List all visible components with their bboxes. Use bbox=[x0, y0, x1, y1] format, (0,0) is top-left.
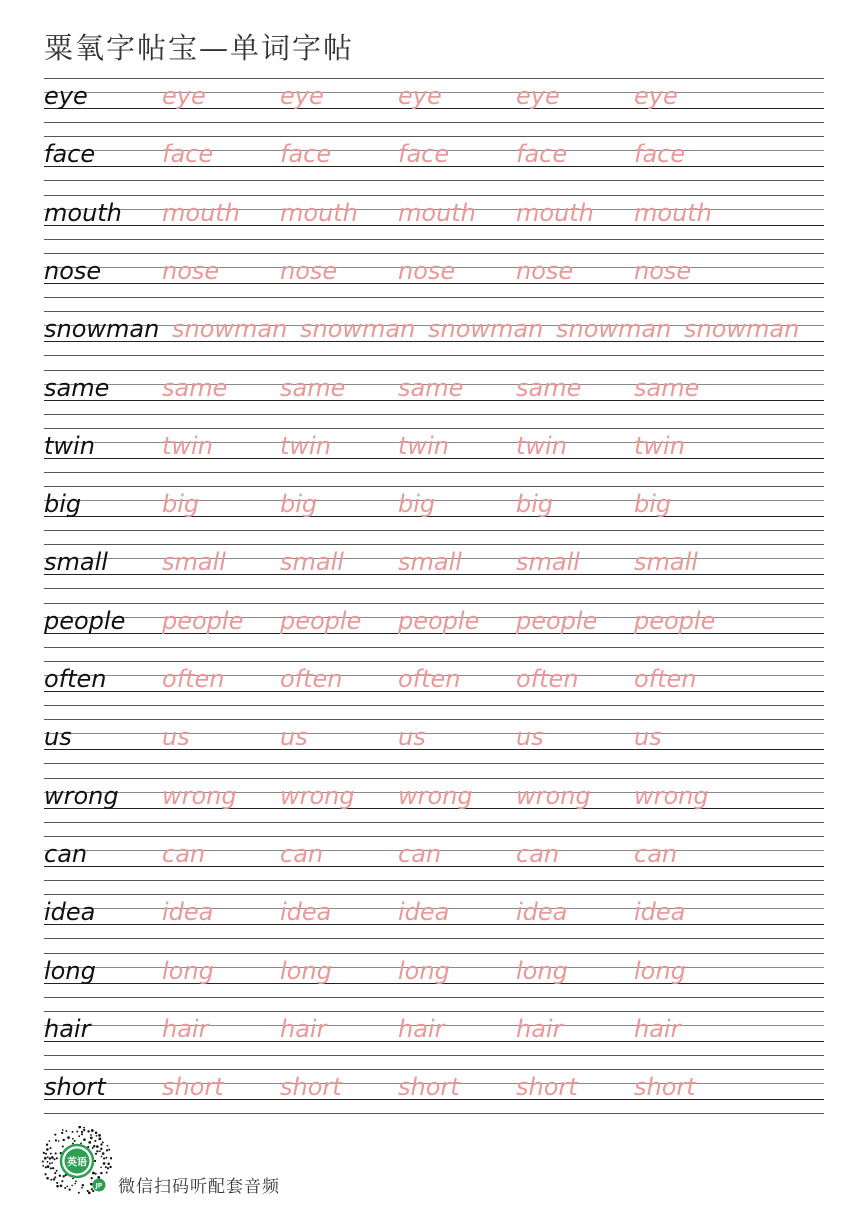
trace-word: big bbox=[398, 490, 436, 519]
trace-word: long bbox=[280, 956, 332, 985]
qr-dot bbox=[78, 1192, 80, 1194]
trace-word: can bbox=[634, 839, 678, 868]
guide-line bbox=[44, 122, 824, 123]
qr-dot bbox=[91, 1188, 93, 1190]
qr-dot bbox=[50, 1153, 52, 1155]
guide-line bbox=[44, 705, 824, 706]
trace-word: hair bbox=[634, 1014, 681, 1043]
model-word: people bbox=[44, 606, 126, 635]
model-word: wrong bbox=[44, 781, 119, 810]
guide-line bbox=[44, 894, 824, 895]
trace-word: mouth bbox=[398, 198, 476, 227]
qr-dot bbox=[78, 1126, 81, 1128]
guide-line bbox=[44, 486, 824, 487]
qr-dot bbox=[52, 1167, 54, 1169]
qr-dot bbox=[49, 1147, 51, 1149]
qr-dot bbox=[66, 1186, 68, 1188]
trace-word: people bbox=[162, 606, 244, 635]
qr-dot bbox=[83, 1129, 85, 1131]
qr-dot bbox=[98, 1137, 101, 1140]
guide-line bbox=[44, 136, 824, 137]
trace-word: often bbox=[280, 665, 343, 693]
trace-word: face bbox=[516, 140, 568, 169]
guide-line bbox=[44, 822, 824, 823]
word-row bbox=[44, 836, 824, 880]
trace-word: face bbox=[280, 140, 332, 169]
trace-word: hair bbox=[162, 1014, 209, 1043]
trace-word: big bbox=[516, 490, 554, 519]
qr-dot bbox=[47, 1165, 50, 1168]
qr-dot bbox=[88, 1141, 91, 1144]
guide-line bbox=[44, 1069, 824, 1070]
guide-line bbox=[44, 428, 824, 429]
trace-word: short bbox=[516, 1073, 578, 1102]
qr-dot bbox=[99, 1150, 101, 1152]
trace-word: eye bbox=[516, 82, 560, 110]
guide-line bbox=[44, 311, 824, 312]
qr-dot bbox=[63, 1175, 65, 1177]
qr-dot bbox=[95, 1153, 97, 1155]
trace-word: nose bbox=[280, 256, 338, 285]
qr-dot bbox=[45, 1166, 47, 1168]
qr-dot bbox=[103, 1157, 105, 1159]
qr-dot bbox=[90, 1134, 92, 1136]
model-word: hair bbox=[44, 1014, 91, 1043]
guide-line bbox=[44, 1011, 824, 1012]
guide-line bbox=[44, 953, 824, 954]
qr-dot bbox=[62, 1145, 64, 1147]
qr-dot bbox=[56, 1182, 58, 1184]
trace-word: mouth bbox=[162, 198, 240, 227]
guide-line bbox=[44, 719, 824, 720]
trace-word: short bbox=[398, 1073, 460, 1102]
qr-dot bbox=[92, 1147, 94, 1149]
guide-line bbox=[44, 880, 824, 881]
trace-word: often bbox=[516, 665, 579, 693]
qr-dot bbox=[51, 1156, 54, 1159]
model-word: eye bbox=[44, 82, 88, 110]
qr-dot bbox=[50, 1179, 52, 1181]
model-word: can bbox=[44, 839, 88, 868]
qr-dot bbox=[87, 1190, 89, 1192]
word-row bbox=[44, 78, 824, 122]
model-word: snowman bbox=[44, 315, 160, 344]
trace-word: can bbox=[280, 839, 324, 868]
trace-word: wrong bbox=[398, 781, 473, 810]
guide-line bbox=[44, 253, 824, 254]
trace-word: eye bbox=[280, 82, 324, 110]
qr-dot bbox=[42, 1165, 44, 1167]
trace-word: can bbox=[516, 839, 560, 868]
guide-line bbox=[44, 414, 824, 415]
qr-dot bbox=[46, 1144, 48, 1146]
trace-word: twin bbox=[398, 431, 449, 460]
guide-line bbox=[44, 180, 824, 181]
trace-word: often bbox=[162, 665, 225, 693]
guide-line bbox=[44, 370, 824, 371]
trace-word: short bbox=[280, 1073, 342, 1102]
qr-dot bbox=[74, 1140, 76, 1142]
trace-word: us bbox=[280, 723, 308, 752]
qr-dot bbox=[93, 1145, 96, 1148]
copybook-worksheet bbox=[44, 0, 824, 1227]
guide-line bbox=[44, 603, 824, 604]
model-word: us bbox=[44, 723, 72, 752]
word-row bbox=[44, 953, 824, 997]
model-word: face bbox=[44, 140, 96, 169]
qr-dot bbox=[110, 1157, 112, 1159]
qr-dot bbox=[55, 1152, 57, 1154]
qr-dot bbox=[109, 1166, 111, 1168]
trace-word: twin bbox=[516, 431, 567, 460]
qr-dot bbox=[100, 1148, 102, 1150]
qr-dot bbox=[47, 1161, 49, 1163]
trace-word: face bbox=[634, 140, 686, 169]
model-word: often bbox=[44, 665, 107, 693]
model-word: mouth bbox=[44, 198, 122, 227]
trace-word: small bbox=[634, 548, 698, 577]
qr-dot bbox=[105, 1166, 107, 1168]
qr-dot bbox=[98, 1134, 101, 1137]
qr-dot bbox=[97, 1176, 100, 1179]
trace-word: small bbox=[162, 548, 226, 577]
qr-dot bbox=[100, 1143, 102, 1145]
trace-word: mouth bbox=[280, 198, 358, 227]
qr-dot bbox=[64, 1187, 66, 1189]
guide-line bbox=[44, 647, 824, 648]
qr-dot bbox=[56, 1170, 58, 1172]
qr-dot bbox=[60, 1185, 63, 1188]
qr-dot bbox=[50, 1167, 52, 1169]
guide-line bbox=[44, 938, 824, 939]
trace-word: nose bbox=[162, 256, 220, 285]
trace-word: small bbox=[398, 548, 462, 577]
qr-dot bbox=[83, 1138, 86, 1141]
qr-dot bbox=[67, 1136, 70, 1139]
qr-dot bbox=[65, 1130, 67, 1132]
qr-dot bbox=[95, 1173, 97, 1175]
qr-dot bbox=[94, 1140, 96, 1142]
qr-dot bbox=[69, 1188, 71, 1190]
qr-dot bbox=[61, 1132, 63, 1134]
trace-word: twin bbox=[634, 431, 685, 460]
qr-dot bbox=[91, 1177, 93, 1179]
trace-word: short bbox=[634, 1073, 696, 1102]
qr-dot bbox=[48, 1140, 50, 1142]
trace-word: snowman bbox=[428, 315, 544, 344]
trace-word: same bbox=[634, 373, 700, 402]
trace-word: us bbox=[634, 723, 662, 752]
qr-badge-label: 英语 bbox=[67, 1157, 87, 1169]
qr-dot bbox=[45, 1153, 47, 1155]
trace-word: wrong bbox=[516, 781, 591, 810]
qr-dot bbox=[54, 1134, 56, 1136]
qr-dot bbox=[81, 1187, 83, 1189]
trace-word: eye bbox=[162, 82, 206, 110]
trace-word: big bbox=[280, 490, 318, 519]
trace-word: snowman bbox=[172, 315, 288, 344]
word-row bbox=[44, 253, 824, 297]
qr-dot bbox=[55, 1139, 57, 1141]
qr-dot bbox=[44, 1157, 47, 1160]
trace-word: people bbox=[280, 606, 362, 635]
qr-dot bbox=[102, 1141, 104, 1143]
trace-word: twin bbox=[162, 431, 213, 460]
trace-word: long bbox=[634, 956, 686, 985]
qr-dot bbox=[105, 1157, 107, 1159]
guide-line bbox=[44, 749, 824, 750]
qr-dot bbox=[88, 1191, 91, 1194]
qr-dot bbox=[82, 1184, 84, 1186]
model-word: same bbox=[44, 373, 110, 402]
trace-word: eye bbox=[398, 82, 442, 110]
qr-dot bbox=[47, 1156, 49, 1158]
qr-dot bbox=[96, 1135, 98, 1137]
trace-word: face bbox=[162, 140, 214, 169]
model-word: idea bbox=[44, 898, 96, 927]
trace-word: mouth bbox=[516, 198, 594, 227]
trace-word: idea bbox=[516, 898, 568, 927]
trace-word: big bbox=[634, 490, 672, 519]
qr-dot bbox=[72, 1178, 74, 1180]
qr-dot bbox=[46, 1148, 49, 1151]
qr-corner-label: JP bbox=[95, 1182, 103, 1190]
trace-word: us bbox=[398, 723, 426, 752]
word-row bbox=[44, 486, 824, 530]
guide-line bbox=[44, 588, 824, 589]
word-row bbox=[44, 894, 824, 938]
qr-dot bbox=[61, 1180, 63, 1182]
trace-word: nose bbox=[634, 256, 692, 285]
guide-line bbox=[44, 195, 824, 196]
qr-dot bbox=[49, 1157, 51, 1159]
qr-dot bbox=[56, 1157, 58, 1159]
guide-line bbox=[44, 778, 824, 779]
guide-line bbox=[44, 661, 824, 662]
word-row bbox=[44, 1011, 824, 1055]
qr-dot bbox=[62, 1129, 64, 1131]
word-row bbox=[44, 661, 824, 705]
qr-dot bbox=[96, 1150, 98, 1152]
qr-dot bbox=[107, 1145, 109, 1147]
qr-dot bbox=[106, 1149, 108, 1151]
qr-dot bbox=[43, 1152, 45, 1154]
trace-word: long bbox=[516, 956, 568, 985]
trace-word: same bbox=[516, 373, 582, 402]
guide-line bbox=[44, 1113, 824, 1114]
qr-dot bbox=[90, 1137, 93, 1140]
guide-line bbox=[44, 1055, 824, 1056]
trace-word: long bbox=[162, 956, 214, 985]
trace-word: often bbox=[634, 665, 697, 693]
guide-line bbox=[44, 997, 824, 998]
qr-dot bbox=[100, 1172, 102, 1174]
qr-dot bbox=[54, 1172, 56, 1174]
qr-dot bbox=[95, 1131, 98, 1134]
qr-dot bbox=[91, 1129, 94, 1132]
qr-dot bbox=[53, 1178, 55, 1180]
trace-word: nose bbox=[398, 256, 456, 285]
word-row bbox=[44, 136, 824, 180]
guide-line bbox=[44, 472, 824, 473]
trace-word: same bbox=[398, 373, 464, 402]
trace-word: snowman bbox=[684, 315, 800, 344]
trace-word: wrong bbox=[162, 781, 237, 810]
trace-word: nose bbox=[516, 256, 574, 285]
qr-dot bbox=[81, 1131, 83, 1133]
qr-dot bbox=[78, 1135, 80, 1137]
qr-dot bbox=[75, 1180, 77, 1182]
qr-dot bbox=[56, 1185, 59, 1188]
qr-dot bbox=[100, 1166, 102, 1168]
qr-dot bbox=[51, 1162, 53, 1164]
qr-dot bbox=[54, 1176, 56, 1178]
trace-word: mouth bbox=[634, 198, 712, 227]
qr-dot bbox=[42, 1161, 44, 1163]
guide-line bbox=[44, 836, 824, 837]
qr-dot bbox=[76, 1131, 78, 1133]
word-row bbox=[44, 719, 824, 763]
model-word: big bbox=[44, 490, 82, 519]
trace-word: hair bbox=[280, 1014, 327, 1043]
qr-dot bbox=[72, 1131, 74, 1133]
qr-dot bbox=[96, 1145, 99, 1148]
model-word: long bbox=[44, 956, 96, 985]
trace-word: people bbox=[398, 606, 480, 635]
qr-dot bbox=[92, 1190, 94, 1192]
trace-word: same bbox=[280, 373, 346, 402]
guide-line bbox=[44, 530, 824, 531]
footer bbox=[42, 1126, 442, 1206]
word-row bbox=[44, 428, 824, 472]
trace-word: small bbox=[280, 548, 344, 577]
trace-word: big bbox=[162, 490, 200, 519]
qr-dot bbox=[80, 1143, 82, 1145]
qr-dot bbox=[90, 1183, 93, 1186]
model-word: nose bbox=[44, 256, 102, 285]
guide-line bbox=[44, 733, 824, 734]
guide-line bbox=[44, 355, 824, 356]
trace-word: us bbox=[162, 723, 190, 752]
footer-caption: 微信扫码听配套音频 bbox=[118, 1177, 280, 1197]
qr-dot bbox=[44, 1173, 46, 1175]
guide-line bbox=[44, 763, 824, 764]
qr-dot bbox=[72, 1138, 74, 1140]
trace-word: hair bbox=[398, 1014, 445, 1043]
trace-word: hair bbox=[516, 1014, 563, 1043]
trace-word: often bbox=[398, 665, 461, 693]
qr-dot bbox=[87, 1130, 89, 1132]
guide-line bbox=[44, 78, 824, 79]
trace-word: snowman bbox=[556, 315, 672, 344]
trace-word: us bbox=[516, 723, 544, 752]
qr-dot bbox=[71, 1185, 73, 1187]
page-title: 粟氧字帖宝—单词字帖 bbox=[44, 31, 355, 65]
qr-dot bbox=[49, 1163, 51, 1165]
trace-word: wrong bbox=[634, 781, 709, 810]
word-row bbox=[44, 603, 824, 647]
trace-word: eye bbox=[634, 82, 678, 110]
word-row bbox=[44, 311, 824, 355]
trace-word: snowman bbox=[300, 315, 416, 344]
qr-dot bbox=[108, 1149, 110, 1151]
qr-dot bbox=[83, 1127, 85, 1129]
qr-dot bbox=[63, 1139, 65, 1141]
trace-word: short bbox=[162, 1073, 224, 1102]
qr-dot bbox=[107, 1162, 110, 1165]
word-row bbox=[44, 778, 824, 822]
trace-word: idea bbox=[162, 898, 214, 927]
trace-word: can bbox=[398, 839, 442, 868]
qr-code-icon[interactable] bbox=[42, 1126, 112, 1196]
qr-dot bbox=[103, 1162, 106, 1165]
word-row bbox=[44, 370, 824, 414]
qr-dot bbox=[106, 1172, 108, 1174]
trace-word: people bbox=[634, 606, 716, 635]
qr-dot bbox=[59, 1175, 61, 1177]
qr-dot bbox=[107, 1167, 109, 1169]
guide-line bbox=[44, 239, 824, 240]
trace-word: twin bbox=[280, 431, 331, 460]
trace-word: long bbox=[398, 956, 450, 985]
qr-dot bbox=[74, 1183, 76, 1185]
trace-word: same bbox=[162, 373, 228, 402]
guide-line bbox=[44, 544, 824, 545]
trace-word: face bbox=[398, 140, 450, 169]
word-row bbox=[44, 1069, 824, 1113]
qr-dot bbox=[81, 1133, 83, 1135]
trace-word: idea bbox=[398, 898, 450, 927]
trace-word: small bbox=[516, 548, 580, 577]
model-word: short bbox=[44, 1073, 106, 1102]
qr-dot bbox=[46, 1177, 49, 1180]
trace-word: idea bbox=[634, 898, 686, 927]
word-row bbox=[44, 195, 824, 239]
model-word: twin bbox=[44, 431, 95, 460]
trace-word: can bbox=[162, 839, 206, 868]
trace-word: people bbox=[516, 606, 598, 635]
qr-dot bbox=[92, 1172, 95, 1175]
qr-dot bbox=[53, 1158, 55, 1160]
qr-dot bbox=[101, 1156, 103, 1158]
qr-dot bbox=[58, 1140, 60, 1142]
qr-dot bbox=[102, 1152, 105, 1155]
guide-line bbox=[44, 297, 824, 298]
trace-word: idea bbox=[280, 898, 332, 927]
word-row bbox=[44, 544, 824, 588]
model-word: small bbox=[44, 548, 108, 577]
trace-word: wrong bbox=[280, 781, 355, 810]
